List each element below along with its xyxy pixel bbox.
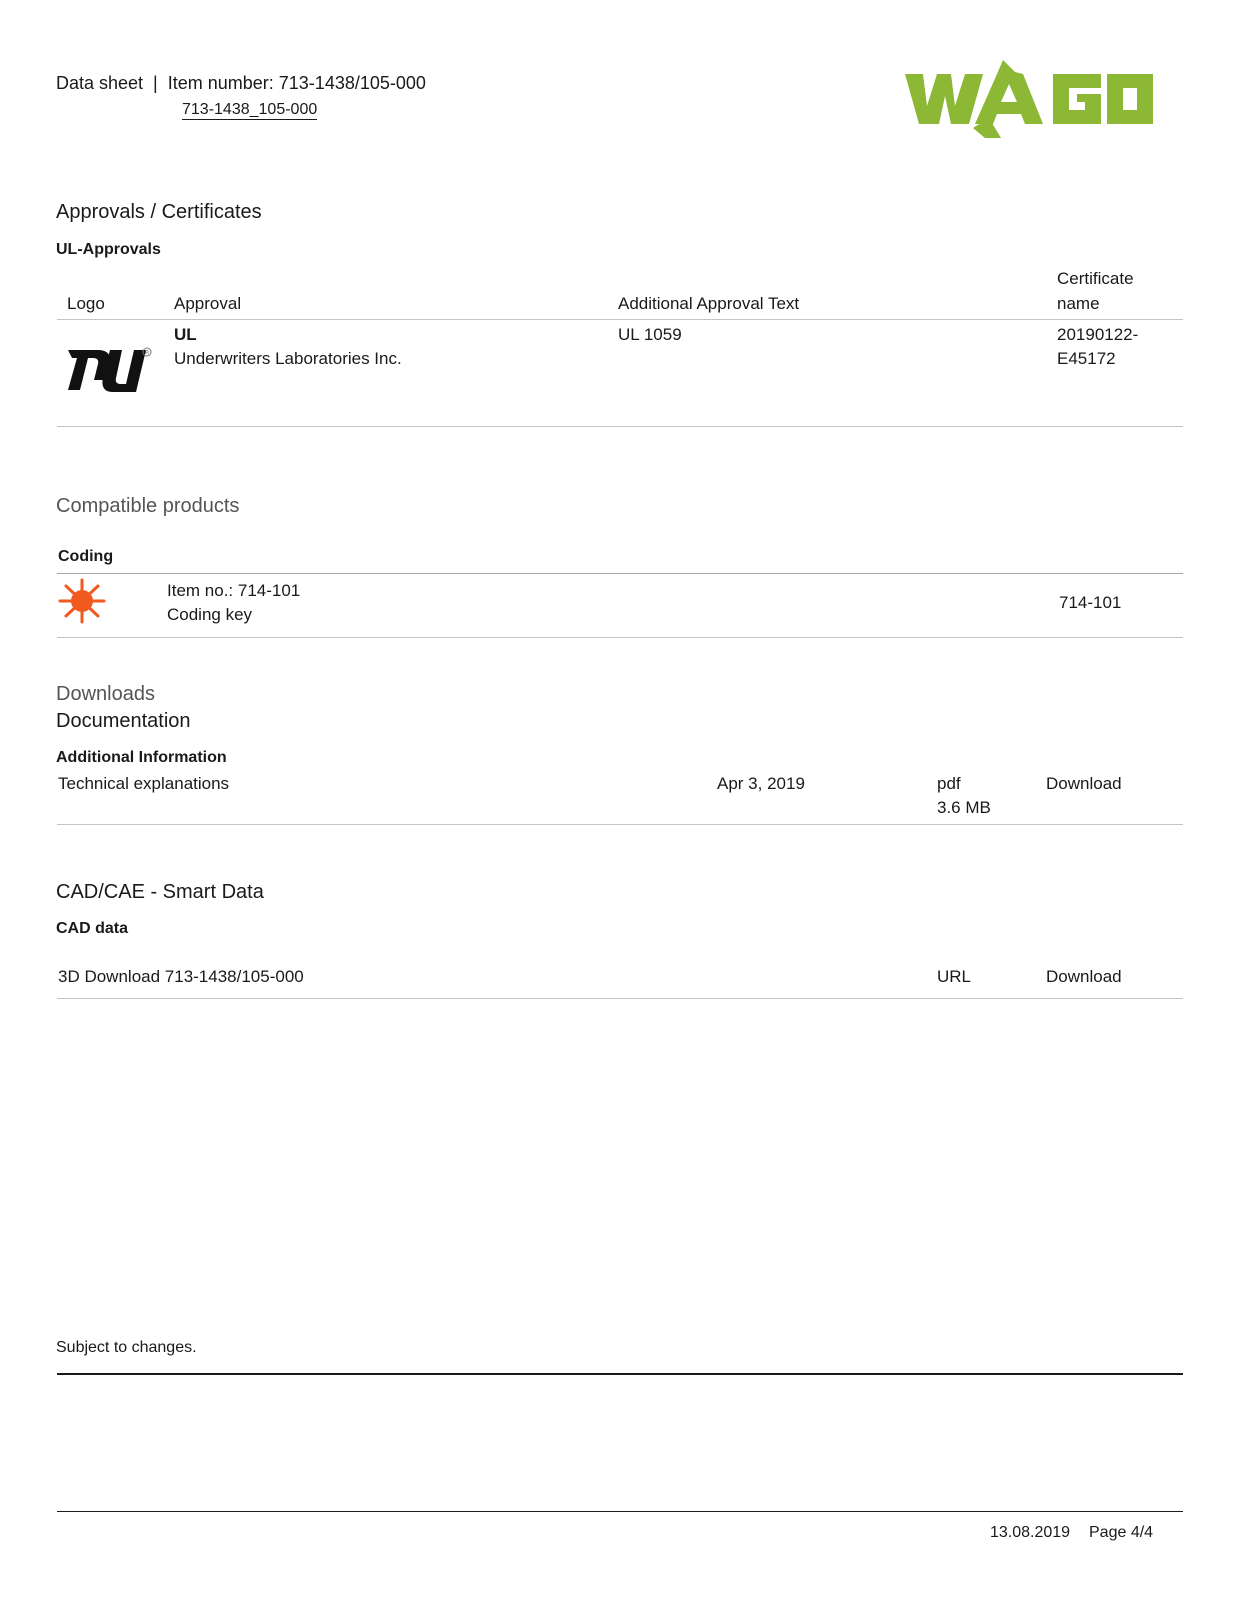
downloads-title: Downloads	[56, 683, 155, 705]
coding-divider-bottom	[57, 637, 1183, 638]
document-link-wrapper	[182, 100, 317, 120]
download-date: Apr 3, 2019	[717, 774, 805, 793]
wago-logo	[905, 58, 1155, 142]
coding-key-icon	[56, 578, 108, 624]
compatible-products-title: Compatible products	[56, 495, 240, 517]
footer-rule-bottom	[57, 1511, 1183, 1512]
additional-information-title: Additional Information	[56, 749, 227, 766]
footer-page-number: Page 4/4	[1089, 1524, 1154, 1541]
coding-item-number: 714-101	[1059, 593, 1122, 612]
column-header-logo: Logo	[67, 294, 105, 313]
cad-divider	[57, 998, 1183, 999]
footer-date: 13.08.2019	[990, 1524, 1071, 1541]
certificate-name-line2: E45172	[1057, 349, 1116, 368]
download-size: 3.6 MB	[937, 798, 991, 817]
cad-section-title: CAD/CAE - Smart Data	[56, 881, 264, 903]
svg-text:R: R	[145, 349, 150, 357]
coding-item-title[interactable]: Item no.: 714-101	[167, 581, 301, 600]
ul-approvals-subtitle: UL-Approvals	[56, 241, 161, 258]
cad-download-format: URL	[937, 967, 972, 986]
certificate-name-line1: 20190122-	[1057, 325, 1139, 344]
download-technical-explanations-link[interactable]: Download	[1046, 774, 1122, 793]
coding-item-subtitle: Coding key	[167, 605, 253, 624]
download-format: pdf	[937, 774, 961, 793]
footer-rule-top	[57, 1373, 1183, 1375]
coding-group-title: Coding	[58, 548, 114, 565]
wago-logo-icon	[905, 58, 1155, 142]
column-header-certificate-line2: name	[1057, 294, 1100, 313]
cad-download-name: 3D Download 713-1438/105-000	[58, 967, 304, 986]
document-id-link[interactable]: 713-1438_105-000	[182, 101, 318, 118]
column-header-approval: Approval	[174, 294, 242, 313]
table-header-divider	[57, 319, 1183, 320]
cad-download-link[interactable]: Download	[1046, 967, 1122, 986]
cad-data-title: CAD data	[56, 920, 129, 937]
approval-organization: Underwriters Laboratories Inc.	[174, 349, 402, 368]
documentation-title: Documentation	[56, 710, 191, 732]
approval-name: UL	[174, 325, 197, 344]
approvals-table-bottom-divider	[57, 426, 1183, 427]
download-name: Technical explanations	[58, 774, 230, 793]
column-header-additional-text: Additional Approval Text	[618, 294, 800, 313]
ul-mark-icon	[66, 346, 156, 400]
downloads-divider	[57, 824, 1183, 825]
approvals-section-title: Approvals / Certificates	[56, 201, 262, 223]
page-title: Data sheet | Item number: 713-1438/105-000	[56, 73, 426, 93]
column-header-certificate-line1: Certificate	[1057, 269, 1134, 288]
additional-approval-text: UL 1059	[618, 325, 682, 344]
coding-divider-top	[57, 573, 1183, 574]
subject-to-changes-note: Subject to changes.	[56, 1339, 197, 1356]
